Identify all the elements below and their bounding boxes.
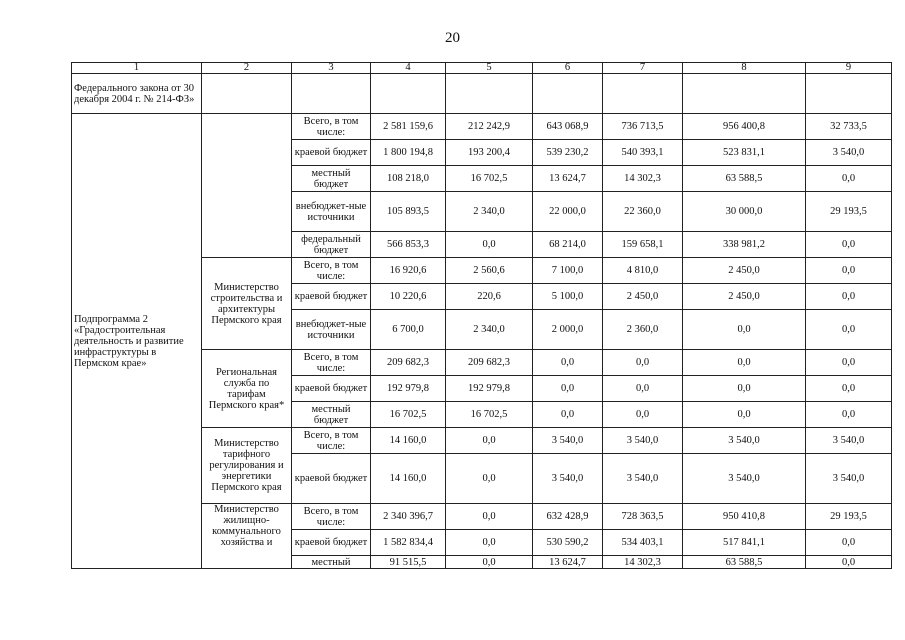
value-cell: 338 981,2 (683, 232, 806, 258)
funding-source-cell: Всего, в том числе: (292, 504, 371, 530)
empty-cell (603, 74, 683, 114)
value-cell: 0,0 (806, 284, 892, 310)
empty-cell (683, 74, 806, 114)
header-cell: 6 (533, 63, 603, 74)
empty-cell (533, 74, 603, 114)
value-cell: 1 800 194,8 (371, 140, 446, 166)
value-cell: 539 230,2 (533, 140, 603, 166)
value-cell: 0,0 (533, 376, 603, 402)
subprogram-name-cell: Подпрограмма 2 «Градостроительная деятельность и развитие инфраструктуры в Пермском крае» (72, 114, 202, 569)
value-cell: 32 733,5 (806, 114, 892, 140)
header-cell: 1 (72, 63, 202, 74)
value-cell: 0,0 (446, 428, 533, 454)
value-cell: 0,0 (806, 350, 892, 376)
value-cell: 0,0 (683, 350, 806, 376)
value-cell: 540 393,1 (603, 140, 683, 166)
value-cell: 193 200,4 (446, 140, 533, 166)
value-cell: 209 682,3 (446, 350, 533, 376)
executor-ministry-tariff: Министерство тарифного регулирования и энергетики Пермского края (202, 428, 292, 504)
value-cell: 63 588,5 (683, 166, 806, 192)
funding-source-cell: краевой бюджет (292, 140, 371, 166)
value-cell: 14 302,3 (603, 556, 683, 569)
value-cell: 14 302,3 (603, 166, 683, 192)
value-cell: 0,0 (806, 232, 892, 258)
value-cell: 0,0 (806, 530, 892, 556)
value-cell: 530 590,2 (533, 530, 603, 556)
value-cell: 3 540,0 (806, 454, 892, 504)
funding-source-cell: краевой бюджет (292, 454, 371, 504)
value-cell: 29 193,5 (806, 192, 892, 232)
value-cell: 3 540,0 (603, 454, 683, 504)
value-cell: 2 340,0 (446, 192, 533, 232)
value-cell: 159 658,1 (603, 232, 683, 258)
value-cell: 3 540,0 (533, 454, 603, 504)
value-cell: 16 920,6 (371, 258, 446, 284)
header-cell: 2 (202, 63, 292, 74)
table-row (72, 114, 892, 140)
value-cell: 956 400,8 (683, 114, 806, 140)
funding-source-cell: Всего, в том числе: (292, 258, 371, 284)
value-cell: 209 682,3 (371, 350, 446, 376)
funding-source-cell: краевой бюджет (292, 530, 371, 556)
value-cell: 728 363,5 (603, 504, 683, 530)
value-cell: 91 515,5 (371, 556, 446, 569)
executor-ministry-construction: Министерство строительства и архитектуры Пермского края (202, 258, 292, 350)
value-cell: 0,0 (446, 504, 533, 530)
value-cell: 2 340 396,7 (371, 504, 446, 530)
value-cell: 1 582 834,4 (371, 530, 446, 556)
funding-source-cell: внебюджет-ные источники (292, 310, 371, 350)
value-cell: 22 000,0 (533, 192, 603, 232)
value-cell: 16 702,5 (371, 402, 446, 428)
value-cell: 3 540,0 (683, 454, 806, 504)
empty-cell (371, 74, 446, 114)
executor-cell-subprogram-total (202, 114, 292, 258)
value-cell: 14 160,0 (371, 454, 446, 504)
value-cell: 517 841,1 (683, 530, 806, 556)
header-cell: 8 (683, 63, 806, 74)
law-row (72, 74, 892, 114)
value-cell: 566 853,3 (371, 232, 446, 258)
value-cell: 0,0 (603, 350, 683, 376)
value-cell: 0,0 (446, 530, 533, 556)
value-cell: 63 588,5 (683, 556, 806, 569)
value-cell: 2 560,6 (446, 258, 533, 284)
header-cell: 7 (603, 63, 683, 74)
funding-source-cell: Всего, в том числе: (292, 350, 371, 376)
funding-source-cell: местный (292, 556, 371, 569)
value-cell: 4 810,0 (603, 258, 683, 284)
funding-source-cell: внебюджет-ные источники (292, 192, 371, 232)
funding-source-cell: местный бюджет (292, 402, 371, 428)
value-cell: 0,0 (533, 402, 603, 428)
value-cell: 736 713,5 (603, 114, 683, 140)
value-cell: 16 702,5 (446, 402, 533, 428)
executor-ministry-housing: Министерство жилищно-коммунального хозяйства и (202, 504, 292, 569)
header-cell: 5 (446, 63, 533, 74)
value-cell: 29 193,5 (806, 504, 892, 530)
value-cell: 534 403,1 (603, 530, 683, 556)
value-cell: 3 540,0 (806, 140, 892, 166)
empty-cell (202, 74, 292, 114)
value-cell: 22 360,0 (603, 192, 683, 232)
value-cell: 16 702,5 (446, 166, 533, 192)
funding-source-cell: Всего, в том числе: (292, 428, 371, 454)
value-cell: 2 450,0 (603, 284, 683, 310)
value-cell: 7 100,0 (533, 258, 603, 284)
value-cell: 3 540,0 (533, 428, 603, 454)
value-cell: 2 581 159,6 (371, 114, 446, 140)
value-cell: 0,0 (683, 376, 806, 402)
value-cell: 30 000,0 (683, 192, 806, 232)
value-cell: 0,0 (806, 166, 892, 192)
value-cell: 0,0 (806, 556, 892, 569)
funding-source-cell: Всего, в том числе: (292, 114, 371, 140)
value-cell: 2 000,0 (533, 310, 603, 350)
value-cell: 3 540,0 (683, 428, 806, 454)
value-cell: 0,0 (806, 310, 892, 350)
value-cell: 5 100,0 (533, 284, 603, 310)
value-cell: 6 700,0 (371, 310, 446, 350)
value-cell: 0,0 (683, 310, 806, 350)
funding-source-cell: краевой бюджет (292, 376, 371, 402)
value-cell: 0,0 (806, 376, 892, 402)
value-cell: 0,0 (806, 402, 892, 428)
value-cell: 2 450,0 (683, 284, 806, 310)
value-cell: 643 068,9 (533, 114, 603, 140)
value-cell: 0,0 (683, 402, 806, 428)
funding-source-cell: местный бюджет (292, 166, 371, 192)
header-cell: 3 (292, 63, 371, 74)
value-cell: 108 218,0 (371, 166, 446, 192)
page-number: 20 (445, 30, 460, 46)
value-cell: 212 242,9 (446, 114, 533, 140)
value-cell: 2 450,0 (683, 258, 806, 284)
value-cell: 0,0 (603, 376, 683, 402)
value-cell: 2 340,0 (446, 310, 533, 350)
header-cell: 4 (371, 63, 446, 74)
funding-source-cell: федеральный бюджет (292, 232, 371, 258)
header-cell: 9 (806, 63, 892, 74)
value-cell: 14 160,0 (371, 428, 446, 454)
value-cell: 3 540,0 (806, 428, 892, 454)
value-cell: 192 979,8 (446, 376, 533, 402)
value-cell: 950 410,8 (683, 504, 806, 530)
value-cell: 13 624,7 (533, 166, 603, 192)
funding-source-cell: краевой бюджет (292, 284, 371, 310)
value-cell: 105 893,5 (371, 192, 446, 232)
value-cell: 220,6 (446, 284, 533, 310)
value-cell: 632 428,9 (533, 504, 603, 530)
value-cell: 523 831,1 (683, 140, 806, 166)
value-cell: 0,0 (533, 350, 603, 376)
value-cell: 0,0 (446, 556, 533, 569)
executor-regional-tariff-service: Региональная служба по тарифам Пермского края* (202, 350, 292, 428)
value-cell: 0,0 (446, 232, 533, 258)
value-cell: 0,0 (603, 402, 683, 428)
header-row (72, 63, 892, 74)
value-cell: 13 624,7 (533, 556, 603, 569)
value-cell: 10 220,6 (371, 284, 446, 310)
value-cell: 2 360,0 (603, 310, 683, 350)
value-cell: 68 214,0 (533, 232, 603, 258)
law-reference-cell: Федерального закона от 30 декабря 2004 г. № 214-ФЗ» (72, 74, 202, 114)
empty-cell (292, 74, 371, 114)
budget-table (71, 62, 892, 569)
empty-cell (446, 74, 533, 114)
value-cell: 0,0 (806, 258, 892, 284)
value-cell: 3 540,0 (603, 428, 683, 454)
value-cell: 192 979,8 (371, 376, 446, 402)
empty-cell (806, 74, 892, 114)
value-cell: 0,0 (446, 454, 533, 504)
